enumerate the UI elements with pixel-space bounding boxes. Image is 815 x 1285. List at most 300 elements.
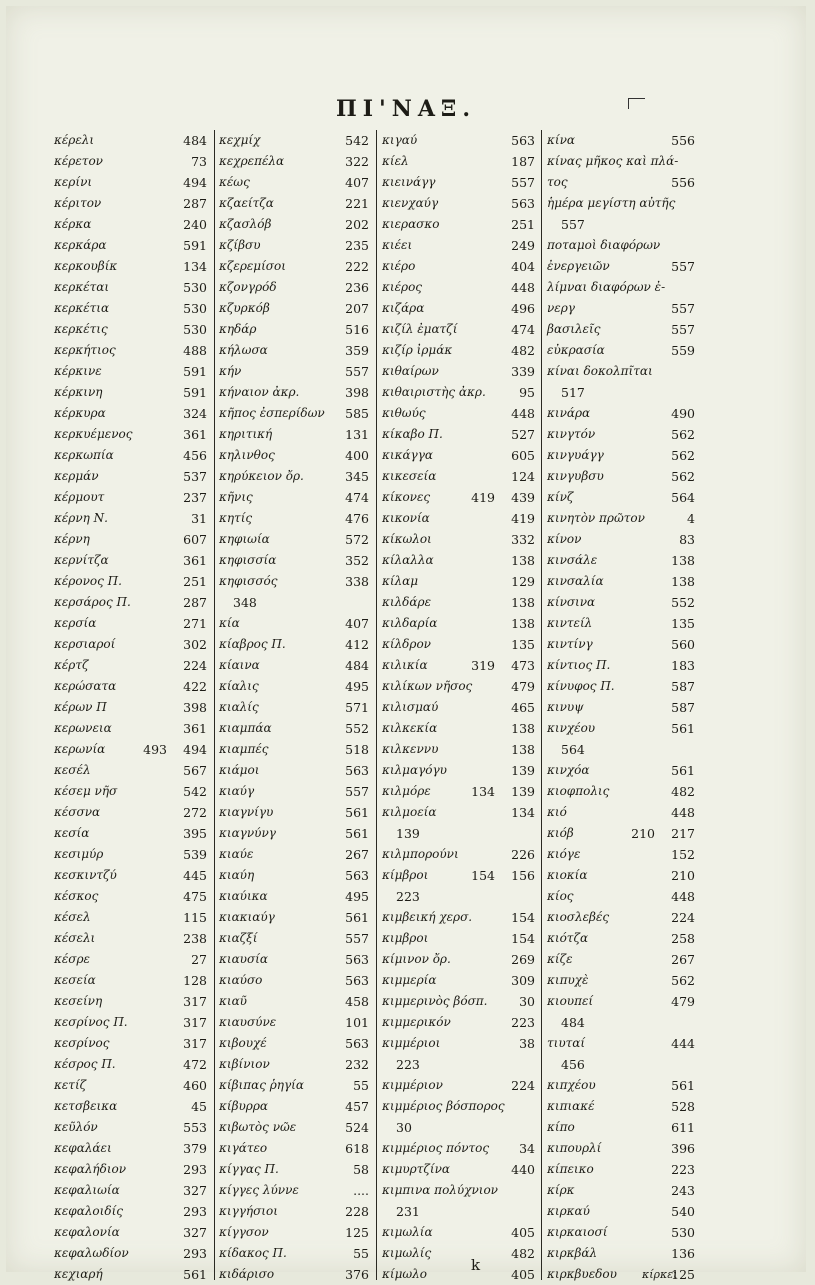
page-number: 376	[345, 1267, 369, 1282]
page-number: 479	[511, 679, 535, 694]
index-entry	[219, 340, 371, 361]
page-number: 495	[345, 889, 369, 904]
index-term: κιλδάρε	[382, 595, 432, 609]
page-number: 557	[345, 364, 369, 379]
index-term: κεχρεπέλα	[219, 154, 285, 168]
index-entry	[54, 130, 209, 151]
index-entry	[219, 1201, 371, 1222]
column-divider	[214, 130, 215, 1280]
page-number: 236	[345, 280, 369, 295]
index-term: κιεινάγγ	[382, 175, 436, 189]
index-column-1	[54, 130, 209, 1285]
index-entry	[219, 1096, 371, 1117]
index-entry	[382, 991, 537, 1012]
index-entry	[54, 1075, 209, 1096]
index-entry	[54, 907, 209, 928]
index-term: κερσία	[54, 616, 97, 630]
index-entry	[219, 1117, 371, 1138]
continuation-page-number: 557	[561, 217, 585, 232]
index-term: κιαυσύνε	[219, 1015, 277, 1029]
page-number: 563	[345, 973, 369, 988]
index-term: κιλισμαύ	[382, 700, 439, 714]
index-entry	[382, 739, 537, 760]
index-term: κίπεικο	[547, 1162, 594, 1176]
index-term: κινσάλε	[547, 553, 598, 567]
page-number: 324	[183, 406, 207, 421]
index-term: κιουπεί	[547, 994, 594, 1008]
index-entry	[54, 1180, 209, 1201]
page-number: 540	[671, 1204, 695, 1219]
index-entry	[54, 592, 209, 613]
index-term: κιπυχὲ	[547, 973, 589, 987]
index-term: κζονγρόδ	[219, 280, 277, 294]
index-entry	[54, 697, 209, 718]
page-number: 591	[183, 364, 207, 379]
index-entry	[54, 214, 209, 235]
index-term: κήλωσα	[219, 343, 268, 357]
page-number: 556	[671, 175, 695, 190]
page-number: 563	[345, 952, 369, 967]
page-number: 332	[511, 532, 535, 547]
page-number: 475	[183, 889, 207, 904]
page-number: 249	[511, 238, 535, 253]
page-number: 618	[345, 1141, 369, 1156]
index-entry	[219, 865, 371, 886]
index-term: κίνσινα	[547, 595, 596, 609]
index-term: κζίβσυ	[219, 238, 261, 252]
index-term: κιρκαύ	[547, 1204, 590, 1218]
index-term: κίκωλοι	[382, 532, 432, 546]
page-number: 202	[345, 217, 369, 232]
index-entry	[54, 319, 209, 340]
index-term: κιμωλίς	[382, 1246, 432, 1260]
index-term: κήν	[219, 364, 242, 378]
page-number: 405	[511, 1267, 535, 1282]
page-number: 345	[345, 469, 369, 484]
index-term: κέρκα	[54, 217, 92, 231]
index-term: κηλινθος	[219, 448, 275, 462]
index-entry	[54, 1012, 209, 1033]
index-term: κερκάρα	[54, 238, 107, 252]
index-entry	[219, 235, 371, 256]
page-number: 138	[511, 595, 535, 610]
page-number: 271	[183, 616, 207, 631]
page-number: 398	[345, 385, 369, 400]
page-number: 557	[671, 322, 695, 337]
index-entry	[547, 613, 697, 634]
index-term: κιαύσο	[219, 973, 263, 987]
page-number: 528	[671, 1099, 695, 1114]
page-number: 563	[511, 133, 535, 148]
page-number: 458	[345, 994, 369, 1009]
page-number: 605	[511, 448, 535, 463]
index-entry	[219, 214, 371, 235]
page-number: 395	[183, 826, 207, 841]
index-term: κίνα	[547, 133, 575, 147]
page-number: 493	[143, 742, 167, 757]
index-entry	[219, 613, 371, 634]
page-number: 557	[671, 301, 695, 316]
index-term: κήναιον ἀκρ.	[219, 385, 300, 399]
index-entry	[54, 445, 209, 466]
index-entry	[382, 277, 537, 298]
index-entry	[219, 886, 371, 907]
page-number: 473	[511, 658, 535, 673]
index-term: κερωνεια	[54, 721, 112, 735]
page-number: 419	[511, 511, 535, 526]
index-term: κίδακος Π.	[219, 1246, 287, 1260]
page-number: 317	[183, 1015, 207, 1030]
page-number: 226	[511, 847, 535, 862]
index-term: κέως	[219, 175, 250, 189]
index-entry	[382, 214, 537, 235]
page-number: 407	[345, 175, 369, 190]
index-term: κιαύη	[219, 868, 255, 882]
page-number: 183	[671, 658, 695, 673]
page-number: 518	[345, 742, 369, 757]
index-entry	[382, 781, 537, 802]
index-entry	[382, 655, 537, 676]
index-term: κιλκεννυ	[382, 742, 439, 756]
index-term: κιμμέριος πόντος	[382, 1141, 490, 1155]
page-number: 135	[511, 637, 535, 652]
index-entry	[382, 676, 537, 697]
page-number: 562	[671, 469, 695, 484]
index-entry	[382, 445, 537, 466]
index-term: κιμβεική χερσ.	[382, 910, 473, 924]
page-number: 587	[671, 679, 695, 694]
index-term: κεφαλήδιον	[54, 1162, 127, 1176]
page-number: 379	[183, 1141, 207, 1156]
index-entry	[382, 319, 537, 340]
index-entry	[54, 1117, 209, 1138]
index-entry	[219, 1180, 371, 1201]
page-number: 238	[183, 931, 207, 946]
index-term: κερκέτις	[54, 322, 108, 336]
index-term: κιό	[547, 805, 567, 819]
index-term: κικονία	[382, 511, 430, 525]
page-number: 474	[345, 490, 369, 505]
index-term: κέρνη	[54, 532, 90, 546]
page-number: 587	[671, 700, 695, 715]
page-number: 559	[671, 343, 695, 358]
index-entry	[54, 676, 209, 697]
page-number: 134	[471, 784, 495, 799]
index-term: κίβιπας ῥηγία	[219, 1078, 304, 1092]
index-term: κετσβεικα	[54, 1099, 118, 1113]
page-number: 228	[345, 1204, 369, 1219]
index-term: κηφισσός	[219, 574, 278, 588]
page-number: 4	[687, 511, 695, 526]
index-entry	[382, 424, 537, 445]
index-term: κεχιαρή	[54, 1267, 103, 1281]
page-number: 27	[191, 952, 207, 967]
index-entry	[219, 991, 371, 1012]
index-entry	[547, 886, 697, 907]
index-entry	[219, 466, 371, 487]
page-number: 154	[511, 931, 535, 946]
index-entry	[54, 613, 209, 634]
page-number: 317	[183, 1036, 207, 1051]
index-term: κιβωτὸς νῶε	[219, 1120, 297, 1134]
index-entry	[382, 1264, 537, 1285]
page-number: 361	[183, 553, 207, 568]
index-term: κεσέλ	[54, 763, 91, 777]
page-number: 561	[345, 910, 369, 925]
page-number: 237	[183, 490, 207, 505]
page-number: 134	[183, 259, 207, 274]
index-entry	[54, 1033, 209, 1054]
page-number: 561	[671, 721, 695, 736]
page-number: 128	[183, 973, 207, 988]
index-term: κικάγγα	[382, 448, 433, 462]
page-number: 154	[471, 868, 495, 883]
index-term: κιαγνίγυ	[219, 805, 274, 819]
page-number: 243	[671, 1183, 695, 1198]
index-term: κίπο	[547, 1120, 575, 1134]
page-number: 563	[511, 196, 535, 211]
index-entry	[219, 1033, 371, 1054]
index-term: κέρων Π	[54, 700, 107, 714]
index-term: κιότζα	[547, 931, 589, 945]
page-number: 484	[183, 133, 207, 148]
book-page	[6, 6, 806, 1282]
index-entry	[382, 487, 537, 508]
index-term: κίζε	[547, 952, 573, 966]
index-entry	[54, 361, 209, 382]
index-term: κιδάρισο	[219, 1267, 275, 1281]
index-entry	[382, 592, 537, 613]
index-term: κίμβροι	[382, 868, 429, 882]
index-entry	[382, 130, 537, 151]
column-divider	[376, 130, 377, 1280]
page-number: 537	[183, 469, 207, 484]
index-entry	[54, 571, 209, 592]
index-entry	[219, 802, 371, 823]
page-number: 527	[511, 427, 535, 442]
page-number: 562	[671, 448, 695, 463]
index-entry	[547, 193, 697, 214]
index-term: κιοφπολις	[547, 784, 610, 798]
page-number: 419	[471, 490, 495, 505]
page-number: 607	[183, 532, 207, 547]
index-term: κιρκβυεδου	[547, 1267, 617, 1281]
index-term: κιμμέριον	[382, 1078, 443, 1092]
index-term: κινγτόν	[547, 427, 596, 441]
index-entry	[219, 424, 371, 445]
index-term: κερσιαροί	[54, 637, 116, 651]
index-term: κεῦλόν	[54, 1120, 98, 1134]
index-term: κιμμερία	[382, 973, 437, 987]
page-number: 221	[345, 196, 369, 211]
page-number: 223	[511, 1015, 535, 1030]
index-term: κίγγες λύννε	[219, 1183, 299, 1197]
index-entry	[54, 991, 209, 1012]
index-entry	[547, 1054, 697, 1075]
index-term: κιντίνγ	[547, 637, 593, 651]
index-entry	[547, 697, 697, 718]
index-term: κιοσλεβές	[547, 910, 610, 924]
index-entry	[382, 907, 537, 928]
index-entry	[54, 949, 209, 970]
page-number: 561	[671, 1078, 695, 1093]
index-term: κερκήτιος	[54, 343, 116, 357]
page-title: ΠΙ'ΝΑΞ.	[335, 96, 477, 122]
index-entry	[54, 529, 209, 550]
page-number: 235	[345, 238, 369, 253]
index-entry	[382, 844, 537, 865]
index-entry	[54, 1222, 209, 1243]
index-term: κιρκαιοσί	[547, 1225, 608, 1239]
index-term: κεφαλιωία	[54, 1183, 120, 1197]
index-entry	[382, 1117, 537, 1138]
index-term: κίγγας Π.	[219, 1162, 279, 1176]
page-number: 138	[511, 553, 535, 568]
index-entry	[219, 739, 371, 760]
index-term: κέρκυρα	[54, 406, 106, 420]
page-number: 293	[183, 1204, 207, 1219]
page-number: 456	[183, 448, 207, 463]
index-term: ἡμέρα μεγίστη αὐτῆς	[547, 196, 676, 210]
index-entry	[54, 1096, 209, 1117]
index-term: κιλμπορούνι	[382, 847, 459, 861]
page-number: 232	[345, 1057, 369, 1072]
page-number: 338	[345, 574, 369, 589]
page-number: 136	[671, 1246, 695, 1261]
index-term: κιενχαύγ	[382, 196, 439, 210]
page-number: 293	[183, 1246, 207, 1261]
index-entry	[219, 130, 371, 151]
page-number: 561	[345, 805, 369, 820]
page-number: 359	[345, 343, 369, 358]
page-number: 95	[519, 385, 535, 400]
page-number: 474	[511, 322, 535, 337]
page-number: 542	[183, 784, 207, 799]
index-term: κιμυρτζίνα	[382, 1162, 450, 1176]
index-entry	[547, 991, 697, 1012]
index-term: κινγυάγγ	[547, 448, 604, 462]
index-entry	[382, 550, 537, 571]
index-term: κίναι δοκολπῖται	[547, 364, 653, 378]
page-number: 530	[671, 1225, 695, 1240]
page-number: ....	[353, 1183, 369, 1198]
page-number: 562	[671, 427, 695, 442]
index-entry	[54, 403, 209, 424]
index-entry	[382, 151, 537, 172]
index-term: κίκαβο Π.	[382, 427, 443, 441]
continuation-page-number: 564	[561, 742, 585, 757]
page-number: 482	[671, 784, 695, 799]
index-term: κιαύικα	[219, 889, 268, 903]
index-term: κιρκβάλ	[547, 1246, 598, 1260]
page-number: 494	[183, 175, 207, 190]
page-number: 223	[671, 1162, 695, 1177]
page-number: 293	[183, 1162, 207, 1177]
index-term: ἐνεργειῶν	[547, 259, 610, 273]
index-term: κέρτζ	[54, 658, 89, 672]
page-number: 240	[183, 217, 207, 232]
index-term: κιαμπές	[219, 742, 269, 756]
index-entry	[382, 970, 537, 991]
index-entry	[219, 760, 371, 781]
index-entry	[54, 487, 209, 508]
index-entry	[382, 1138, 537, 1159]
index-entry	[54, 655, 209, 676]
index-entry	[219, 949, 371, 970]
index-term: κιπουρλί	[547, 1141, 602, 1155]
index-term: κινητὸν πρῶτον	[547, 511, 645, 525]
index-entry	[382, 886, 537, 907]
index-entry	[219, 571, 371, 592]
index-entry	[382, 508, 537, 529]
index-term: κιερασκο	[382, 217, 440, 231]
page-number: 460	[183, 1078, 207, 1093]
index-entry	[54, 970, 209, 991]
index-entry	[547, 823, 697, 844]
page-number: 267	[345, 847, 369, 862]
continuation-page-number: 139	[396, 826, 420, 841]
continuation-page-number: 30	[396, 1120, 412, 1135]
index-term: κίελ	[382, 154, 409, 168]
index-entry	[54, 298, 209, 319]
page-number: 217	[671, 826, 695, 841]
page-number: 125	[671, 1267, 695, 1282]
index-term: κίγγσον	[219, 1225, 269, 1239]
index-entry	[547, 214, 697, 235]
index-term: κέσρε	[54, 952, 90, 966]
page-number: 135	[671, 616, 695, 631]
index-term: κίκονες	[382, 490, 431, 504]
page-number: 30	[519, 994, 535, 1009]
index-column-4	[547, 130, 697, 1285]
page-number: 552	[345, 721, 369, 736]
index-entry	[382, 1075, 537, 1096]
index-entry	[219, 319, 371, 340]
index-entry	[547, 277, 697, 298]
page-number: 269	[511, 952, 535, 967]
page-number: 476	[345, 511, 369, 526]
index-entry	[547, 1243, 697, 1264]
page-number: 530	[183, 280, 207, 295]
index-term: κιλίκων νῆσος	[382, 679, 473, 693]
page-number: 479	[671, 994, 695, 1009]
page-number: 557	[671, 259, 695, 274]
index-entry	[382, 193, 537, 214]
index-term: κερνίτζα	[54, 553, 109, 567]
index-term: κιγγήσιοι	[219, 1204, 278, 1218]
index-term: κιλκεκία	[382, 721, 438, 735]
index-entry	[547, 1222, 697, 1243]
page-number: 572	[345, 532, 369, 547]
page-number: 445	[183, 868, 207, 883]
index-term: κηρύκειον ὄρ.	[219, 469, 304, 483]
index-entry	[54, 739, 209, 760]
index-term: κετίζ	[54, 1078, 87, 1092]
index-term: εὐκρασία	[547, 343, 605, 357]
index-term: κεφαλάει	[54, 1141, 112, 1155]
page-number: 495	[345, 679, 369, 694]
page-number: 407	[345, 616, 369, 631]
page-number: 154	[511, 910, 535, 925]
index-term: κιμμερινὸς βόσπ.	[382, 994, 488, 1008]
page-number: 129	[511, 574, 535, 589]
index-term: κίλδρον	[382, 637, 431, 651]
index-entry	[382, 1201, 537, 1222]
index-entry	[547, 466, 697, 487]
page-number: 400	[345, 448, 369, 463]
continuation-page-number: 517	[561, 385, 585, 400]
index-term: κέσελι	[54, 931, 96, 945]
